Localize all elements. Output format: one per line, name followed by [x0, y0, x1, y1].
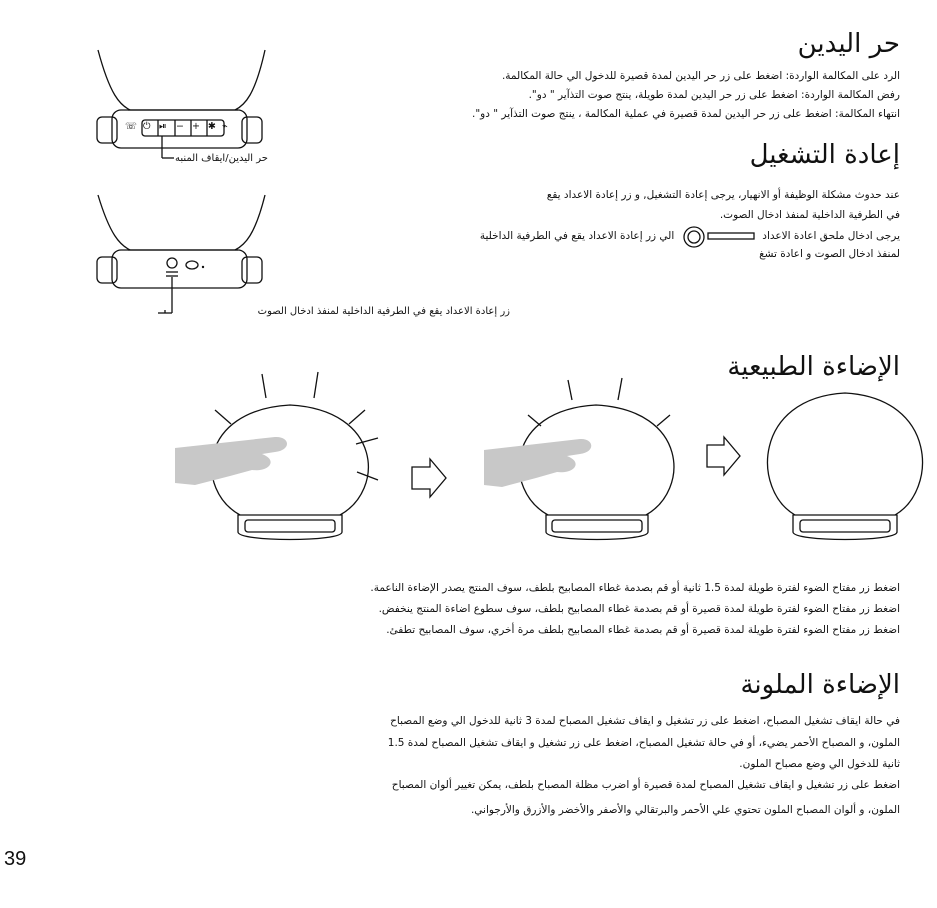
natural-light-illustration: [0, 360, 937, 560]
natural-line-1: اضغط زر مفتاح الضوء لفترة طويلة لمدة 1.5 ثانية أو قم بصدمة غطاء المصابيح بلطف، سوف المنتج يصدر الإضاءة الناعمة.: [370, 582, 900, 594]
minus-icon: −: [176, 121, 184, 132]
handsfree-title: حر اليدين: [797, 29, 900, 59]
handsfree-line-1: الرد على المكالمة الواردة: اضغط على زر حر اليدين لمدة قصيرة للدخول الي حالة المكالمة.: [501, 70, 900, 82]
play-pause-icon: ⏯: [159, 121, 167, 132]
page-number: 39: [4, 848, 27, 870]
color-line-1: في حالة ايقاف تشغيل المصباح، اضغط على زر تشغيل و ايقاف تشغيل المصباح لمدة 3 ثانية للدخول الي وضع المصباح: [390, 715, 900, 727]
arrow-right-icon: [707, 437, 740, 475]
reset-line-2: في الطرفية الداخلية لمنفذ ادخال الصوت.: [719, 209, 900, 221]
natural-line-2: اضغط زر مفتاح الضوء لفترة طويلة لمدة قصيرة أو قم بصدمة غطاء المصابيح بلطف، سوف سطوع اضاءة المنتج ينخفض.: [378, 603, 900, 615]
lamp-off: [768, 393, 923, 540]
handsfree-line-3: انتهاء المكالمة: اضغط على زر حر اليدين لمدة قصيرة في عملية المكالمة ، ينتج صوت التذآير " دو".: [472, 108, 900, 120]
phone-icon: ☏: [125, 121, 137, 132]
reset-line-1: عند حدوث مشكلة الوظيفة أو الانهيار، يرجى إعادة التشغيل, و زر إعادة الاعداد يقع: [546, 189, 900, 201]
reset-figure-label: زر إعادة الاعداد يقع في الطرفية الداخلية لمنفذ ادخال الصوت: [257, 306, 510, 317]
color-line-2: الملون، و المصباح الأحمر يضيء، أو في حالة تشغيل المصباح، اضغط على زر تشغيل و ايقاف تشغيل المصباح لمدة 1.5: [387, 737, 900, 749]
natural-light-title: الإضاءة الطبيعية: [727, 352, 900, 382]
color-line-4: اضغط على زر تشغيل و ايقاف تشغيل المصباح لمدة قصيرة أو اضرب مظلة المصباح بلطف، يمكن تغيير ألوان المصباح: [391, 779, 900, 791]
natural-line-3: اضغط زر مفتاح الضوء لفترة طويلة لمدة قصيرة أو قم بصدمة غطاء المصابيح بلطف مرة أخري، سوف المصابيح تطفئ.: [386, 624, 900, 636]
color-line-3: ثانية للدخول الي وضع مصباح الملون.: [739, 758, 900, 770]
light-icon: ⌁: [222, 121, 228, 132]
color-line-5: الملون، و ألوان المصباح الملون تحتوي علي الأحمر والبرتقالي والأصفر والأخضر والأزرق والأرجواني.: [470, 804, 900, 816]
speaker-reset-figure: [90, 195, 270, 315]
arrow-right-icon: [412, 459, 446, 497]
hand-icon: [175, 437, 287, 485]
handsfree-figure-label: حر اليدين/ايقاف المنبه: [175, 153, 268, 164]
color-light-title: الإضاءة الملونة: [740, 670, 900, 700]
reset-tool-text-after: الي زر إعادة الاعداد يقع في الطرفية الداخلية: [479, 230, 675, 243]
power-icon: ⏻: [143, 121, 151, 132]
speaker-buttons-figure: [90, 45, 270, 165]
reset-pin-icon: [680, 226, 756, 248]
bluetooth-icon: ✱: [208, 121, 216, 132]
panel-symbols-1: [125, 121, 280, 132]
hand-icon: [484, 439, 591, 487]
plus-icon: +: [192, 121, 200, 132]
reset-title: إعادة التشغيل: [749, 140, 900, 170]
reset-tool-text-before: يرجى ادخال ملحق اعادة الاعداد: [762, 230, 900, 243]
handsfree-line-2: رفض المكالمة الواردة: اضغط على زر حر اليدين لمدة طويلة، ينتج صوت التذآير " دو".: [528, 89, 900, 101]
reset-tool-line-2: لمنفذ ادخال الصوت و اعادة تشغ: [759, 248, 900, 260]
